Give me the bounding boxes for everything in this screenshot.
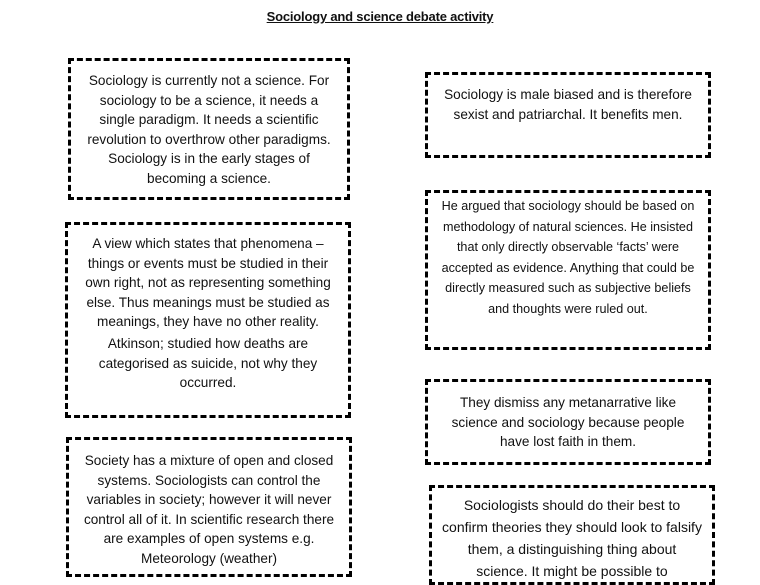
card-text: Sociologists should do their best to confirm theories they should look to falsify them, a distinguishing thing about science. It might be possible to [442,497,702,579]
card-positivism [425,190,711,350]
card-popper-falsification [429,485,715,585]
card-text: Sociology is male biased and is therefore sexist and patriarchal. It benefits men. [444,87,692,122]
card-postmodernism [425,379,711,465]
card-text: Atkinson; studied how deaths are categorised as suicide, not why they occurred. [98,335,318,391]
card-text: Society has a mixture of open and closed systems. Sociologists can control the variables in society; however it will never control all of it. In scientific research there are examples of open systems e.g. Meteorology (weather) [83,453,335,566]
card-open-closed-systems [66,437,352,577]
card-text: A view which states that phenomena – things or events must be studied in their own right, not as representing something else. Thus meanings must be studied as meanings, they have no other reality. [85,236,331,330]
card-text: They dismiss any metanarrative like science and sociology because people have lost faith in them. [451,395,685,450]
card-kuhn-paradigm [68,58,350,200]
card-text: He argued that sociology should be based on methodology of natural sciences. He insisted that only directly observable ‘facts’ were accepted as evidence. Anything that could be directly measured such as subjective beliefs and thoughts were ruled out. [441,199,695,316]
document-title: Sociology and science debate activity [266,9,494,24]
card-feminism [425,72,711,158]
card-text: Sociology is currently not a science. For sociology to be a science, it needs a single paradigm. It needs a scientific revolution to overthrow other paradigms. Sociology is in the early stages of becoming a science. [87,73,331,186]
card-phenomenology [65,222,351,418]
